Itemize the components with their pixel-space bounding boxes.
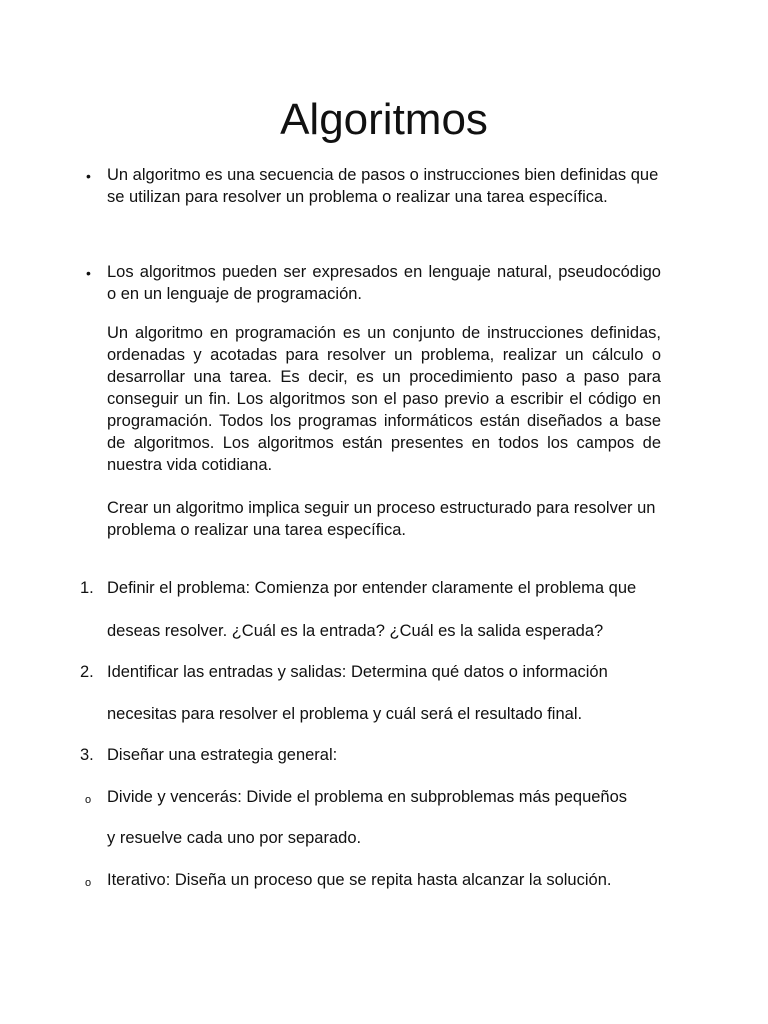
sub-item-1-line-2: y resuelve cada uno por separado. — [107, 829, 362, 847]
step-1-line-2: deseas resolver. ¿Cuál es la entrada? ¿Cuál es la salida esperada? — [107, 622, 604, 640]
paragraph-programming-definition: Un algoritmo en programación es un conjunto de instrucciones definidas, ordenadas y acotadas para resolver un problema, realizar un cálculo o desarrollar una tarea. Es decir, es un procedimiento paso a paso para conseguir un fin. Los algoritmos son el paso previo a escribir el código en programación. Todos los programas informáticos están diseñados a base de algoritmos. Los algoritmos están presentes en todos los campos de nuestra vida cotidiana. — [107, 324, 661, 474]
step-number: 1. — [80, 579, 94, 597]
sub-item-2-line-1: Iterativo: Diseña un proceso que se repita hasta alcanzar la solución. — [107, 871, 612, 889]
sub-item-marker: o — [85, 794, 92, 806]
step-2-line-1: Identificar las entradas y salidas: Determina qué datos o información — [107, 663, 608, 681]
paragraph-create-algorithm: Crear un algoritmo implica seguir un proceso estructurado para resolver un problema o realizar una tarea específica. — [107, 499, 656, 539]
page-title: Algoritmos — [280, 95, 488, 144]
sub-item-marker: o — [85, 877, 92, 889]
bullet-marker: • — [86, 265, 91, 281]
step-3-line-1: Diseñar una estrategia general: — [107, 746, 338, 764]
bullet-marker: • — [86, 168, 91, 184]
step-number: 2. — [80, 663, 94, 681]
bullet-text-definition: Un algoritmo es una secuencia de pasos o instrucciones bien definidas que se utilizan para resolver un problema o realizar una tarea específica. — [107, 166, 659, 206]
sub-item-1-line-1: Divide y vencerás: Divide el problema en subproblemas más pequeños — [107, 788, 628, 806]
step-1-line-1: Definir el problema: Comienza por entender claramente el problema que — [107, 579, 637, 597]
bullet-text-expression: Los algoritmos pueden ser expresados en lenguaje natural, pseudocódigo o en un lenguaje de programación. — [107, 263, 661, 303]
step-2-line-2: necesitas para resolver el problema y cuál será el resultado final. — [107, 705, 583, 723]
step-number: 3. — [80, 746, 94, 764]
